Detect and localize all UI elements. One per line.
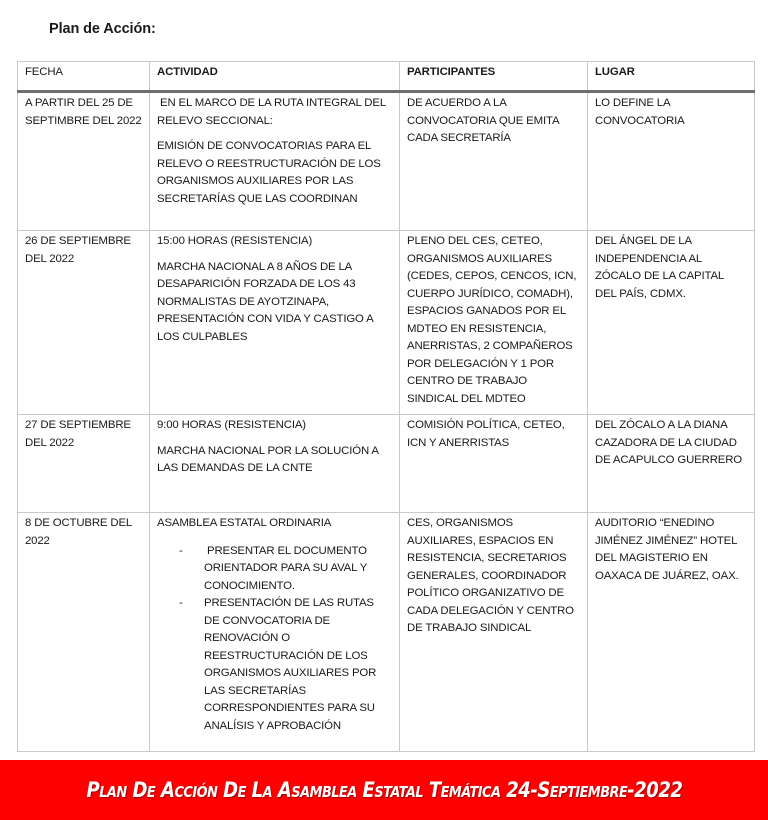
- list-item-text: PRESENTACIÓN DE LAS RUTAS DE CONVOCATORIA DE RENOVACIÓN O REESTRUCTURACIÓN DE LOS ORGANISMOS AUXILIARES POR LAS SECRETARÍAS CORRESPONDIENTES PARA SU ANALÍSIS Y APROBACIÓN: [204, 597, 377, 732]
- cell-actividad: [150, 513, 400, 752]
- table-row: [18, 231, 755, 415]
- participantes-text: DE ACUERDO A LA CONVOCATORIA QUE EMITA CADA SECRETARÍA: [407, 97, 559, 144]
- fecha-text: 26 DE SEPTIEMBRE DEL 2022: [25, 235, 131, 265]
- action-plan-table: [17, 61, 755, 752]
- table-header-row: [18, 62, 755, 92]
- lugar-text: AUDITORIO “ENEDINO JIMÉNEZ JIMÉNEZ” HOTEL DEL MAGISTERIO EN OAXACA DE JUÁREZ, OAX.: [595, 517, 739, 582]
- document-title: Plan de Acción:: [49, 21, 156, 37]
- list-item-text: PRESENTAR EL DOCUMENTO ORIENTADOR PARA SU AVAL Y CONOCIMIENTO.: [204, 544, 370, 592]
- footer-banner: [0, 760, 768, 820]
- participantes-text: COMISIÓN POLÍTICA, CETEO, ICN Y ANERRISTAS: [407, 419, 565, 449]
- list-item: [157, 595, 392, 735]
- participantes-text: CES, ORGANISMOS AUXILIARES, ESPACIOS EN RESISTENCIA, SECRETARIOS GENERALES, COORDINADOR POLÍTICO ORGANIZATIVO DE CADA DELEGACIÓN Y CENTRO DE TRABAJO SINDICAL: [407, 517, 574, 634]
- cell-participantes: [400, 231, 588, 415]
- cell-participantes: [400, 92, 588, 231]
- header-actividad: ACTIVIDAD: [150, 62, 400, 92]
- cell-lugar: [588, 415, 755, 513]
- cell-fecha: [18, 415, 150, 513]
- header-lugar: LUGAR: [588, 62, 755, 92]
- fecha-text: 27 DE SEPTIEMBRE DEL 2022: [25, 419, 131, 449]
- cell-actividad: [150, 415, 400, 513]
- table-row: [18, 415, 755, 513]
- actividad-body: MARCHA NACIONAL A 8 AÑOS DE LA DESAPARICIÓN FORZADA DE LOS 43 NORMALISTAS DE AYOTZINAPA, PRESENTACIÓN CON VIDA Y CASTIGO A LOS CULPABLES: [157, 260, 373, 343]
- cell-lugar: [588, 513, 755, 752]
- actividad-intro: EN EL MARCO DE LA RUTA INTEGRAL DEL RELEVO SECCIONAL:: [157, 97, 389, 127]
- table-row: [18, 92, 755, 231]
- cell-lugar: [588, 231, 755, 415]
- actividad-intro: 9:00 HORAS (RESISTENCIA): [157, 419, 306, 431]
- actividad-body: MARCHA NACIONAL POR LA SOLUCIÓN A LAS DEMANDAS DE LA CNTE: [157, 444, 379, 474]
- header-participantes: PARTICIPANTES: [400, 62, 588, 92]
- lugar-text: DEL ÁNGEL DE LA INDEPENDENCIA AL ZÓCALO DE LA CAPITAL DEL PAÍS, CDMX.: [595, 235, 724, 300]
- actividad-intro: 15:00 HORAS (RESISTENCIA): [157, 235, 313, 247]
- lugar-text: DEL ZÓCALO A LA DIANA CAZADORA DE LA CIUDAD DE ACAPULCO GUERRERO: [595, 419, 743, 466]
- cell-lugar: [588, 92, 755, 231]
- cell-fecha: [18, 92, 150, 231]
- dash-bullet-icon: -: [179, 544, 183, 557]
- banner-title: Plan De Acción De La Asamblea Estatal Temática 24-Septiembre-2022: [86, 778, 682, 802]
- cell-actividad: [150, 231, 400, 415]
- cell-fecha: [18, 513, 150, 752]
- lugar-text: LO DEFINE LA CONVOCATORIA: [595, 97, 685, 127]
- cell-fecha: [18, 231, 150, 415]
- cell-participantes: [400, 513, 588, 752]
- participantes-text: PLENO DEL CES, CETEO, ORGANISMOS AUXILIARES (CEDES, CEPOS, CENCOS, ICN, CUERPO JURÍDICO, COMADH), ESPACIOS GANADOS POR EL MDTEO EN RESISTENCIA, ANERRISTAS, 2 COMPAÑEROS POR DELEGACIÓN Y 1 POR CENTRO DE TRABAJO SINDICAL DEL MDTEO: [407, 235, 577, 405]
- fecha-text: 8 DE OCTUBRE DEL 2022: [25, 517, 132, 547]
- dash-bullet-icon: -: [179, 597, 183, 609]
- header-fecha: FECHA: [18, 62, 150, 92]
- list-item: [157, 543, 392, 596]
- cell-actividad: [150, 92, 400, 231]
- fecha-text: A PARTIR DEL 25 DE SEPTIMBRE DEL 2022: [25, 97, 142, 127]
- actividad-intro: ASAMBLEA ESTATAL ORDINARIA: [157, 517, 332, 529]
- actividad-list: [157, 543, 392, 736]
- actividad-body: EMISIÓN DE CONVOCATORIAS PARA EL RELEVO O REESTRUCTURACIÓN DE LOS ORGANISMOS AUXILIARES POR LAS SECRETARÍAS QUE LAS COORDINAN: [157, 140, 381, 205]
- table-row: [18, 513, 755, 752]
- cell-participantes: [400, 415, 588, 513]
